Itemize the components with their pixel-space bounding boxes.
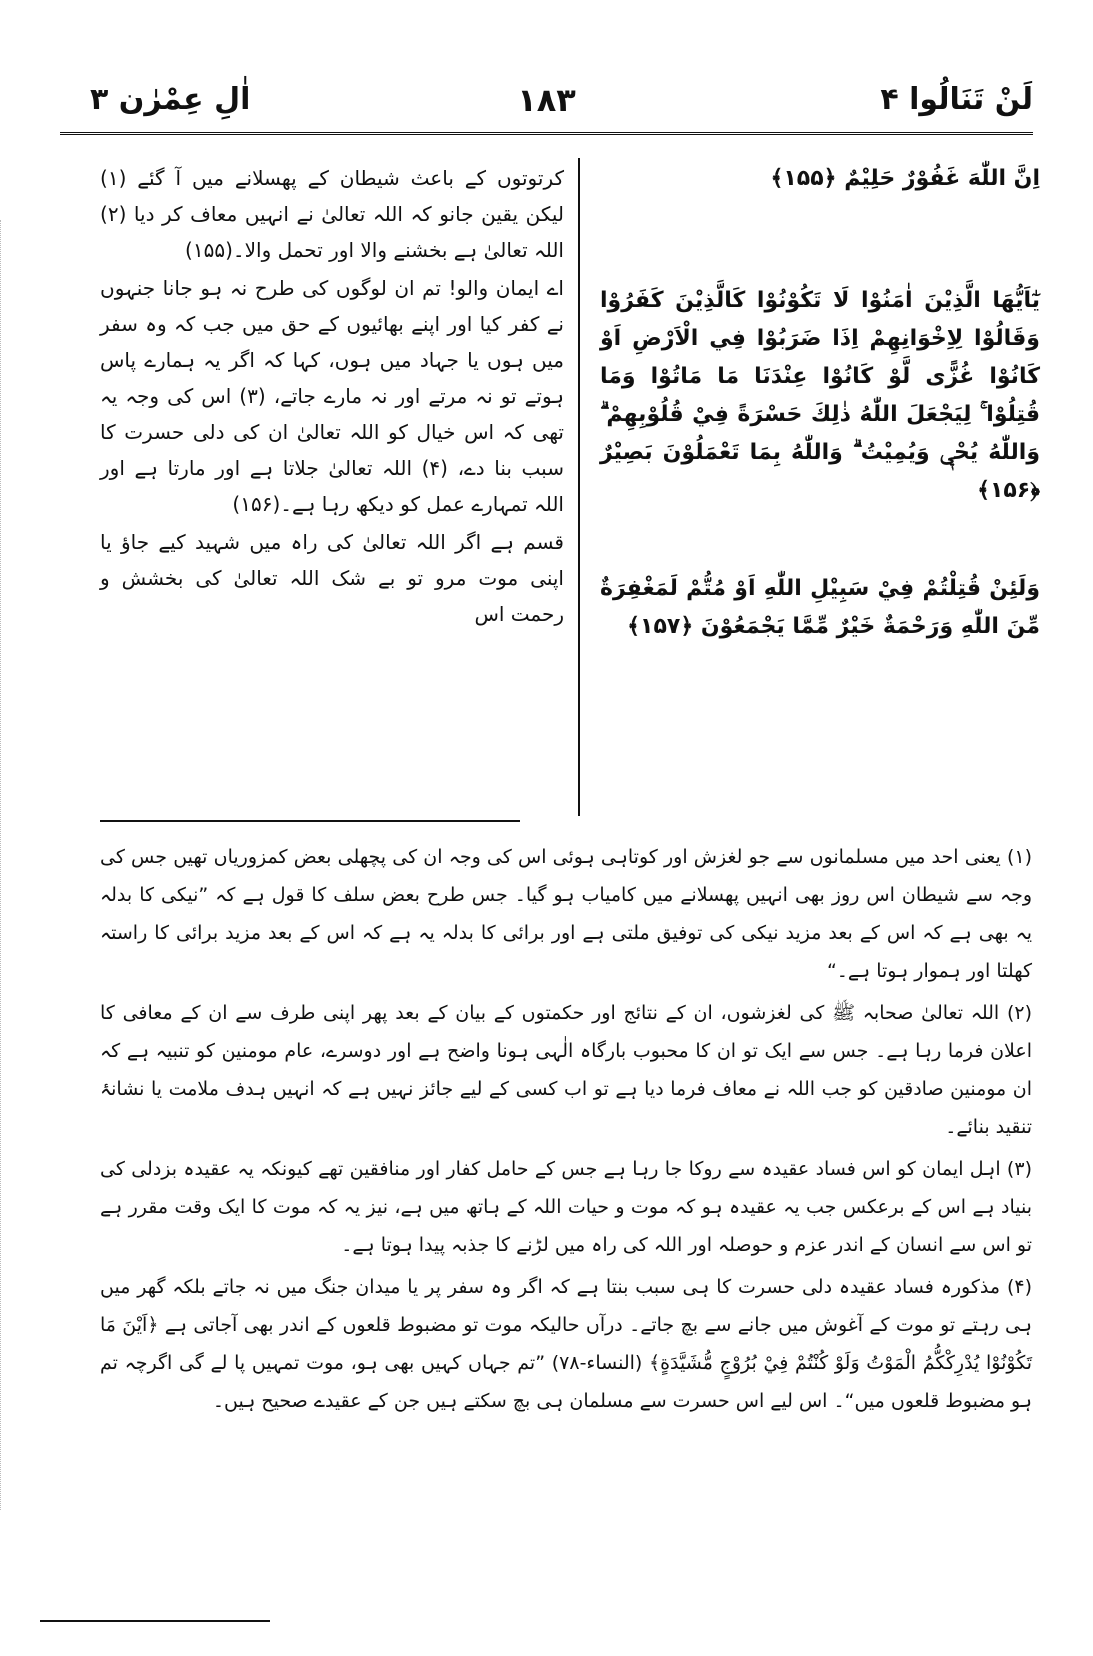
header-rule [60,132,1033,135]
arabic-verse-156: يٰٓاَيُّهَا الَّذِيْنَ اٰمَنُوْا لَا تَكُوْنُوْا كَالَّذِيْنَ كَفَرُوْا وَقَالُوْا لِاِخْوَانِهِمْ اِذَا ضَرَبُوْا فِي الْاَرْضِ اَوْ كَانُوْا غُزًّى لَّوْ كَانُوْا عِنْدَنَا مَا مَاتُوْا وَمَا قُتِلُوْا ۚ لِيَجْعَلَ اللّٰهُ ذٰلِكَ حَسْرَةً فِيْ قُلُوْبِهِمْ ۗ وَاللّٰهُ يُحْيٖ وَيُمِيْتُ ۗ وَاللّٰهُ بِمَا تَعْمَلُوْنَ بَصِيْرٌ ﴿۱۵۶﴾ [600,288,1040,503]
footnote-3: (۳) اہل ایمان کو اس فساد عقیدہ سے روکا جا رہا ہے جس کے حامل کفار اور منافقین تھے کیونکہ یہ عقیدہ بزدلی کی بنیاد ہے اس کے برعکس جب یہ عقیدہ ہو کہ موت و حیات اللہ کے ہاتھ میں ہے، نیز یہ کہ موت کا ایک وقت مقرر ہے تو اس سے انسان کے اندر عزم و حوصلہ اور اللہ کی راہ میں لڑنے کا جذبہ پیدا ہوتا ہے۔ [100,1158,1032,1256]
footnote-2: (۲) اللہ تعالیٰ صحابہ ﷺ کی لغزشوں، ان کے نتائج اور حکمتوں کے بیان کے بعد پھر اپنی طرف سے ان کے معافی کا اعلان فرما رہا ہے۔ جس سے ایک تو ان کا محبوب بارگاہ الٰہی ہونا واضح ہے اور دوسرے، عام مومنین کو تنبیہ ہے کہ ان مومنین صادقین کو جب اللہ نے معاف فرما دیا ہے تو اب کسی کے لیے جائز نہیں ہے کہ انہیں ہدف ملامت یا نشانۂ تنقید بنائے۔ [100,1002,1032,1138]
arabic-column [600,160,1040,648]
scan-edge [0,220,3,1510]
column-divider [578,158,580,816]
translation-column [100,160,564,634]
translation-157: قسم ہے اگر اللہ تعالیٰ کی راہ میں شہید کیے جاؤ یا اپنی موت مرو تو بے شک اللہ تعالیٰ کی بخشش و رحمت اس [100,530,564,626]
footnote-1: (۱) یعنی احد میں مسلمانوں سے جو لغزش اور کوتاہی ہوئی اس کی وجہ ان کی پچھلی بعض کمزوریاں تھیں جس کی وجہ سے شیطان اس روز بھی انہیں پھسلانے میں کامیاب ہو گیا۔ جس طرح بعض سلف کا قول ہے کہ ”نیکی کا بدلہ یہ بھی ہے کہ اس کے بعد مزید نیکی کی توفیق ملتی ہے اور برائی کا بدلہ یہ ہے کہ اس کے بعد مزید برائی کا راستہ کھلتا اور ہموار ہوتا ہے۔“ [100,846,1032,982]
footnote-4: (۴) مذکورہ فساد عقیدہ دلی حسرت کا ہی سبب بنتا ہے کہ اگر وہ سفر پر یا میدان جنگ میں نہ جاتے بلکہ گھر میں ہی رہتے تو موت کے آغوش میں جانے سے بچ جاتے۔ درآں حالیکہ موت تو مضبوط قلعوں کے اندر بھی آجاتی ہے ﴿اَيْنَ مَا تَكُوْنُوْا يُدْرِكْكُّمُ الْمَوْتُ وَلَوْ كُنْتُمْ فِيْ بُرُوْجٍ مُّشَيَّدَةٍ﴾ (النساء-۷۸) ”تم جہاں کہیں بھی ہو، موت تمہیں پا لے گی اگرچہ تم ہو مضبوط قلعوں میں“۔ اس لیے اس حسرت سے مسلمان ہی بچ سکتے ہیں جن کے عقیدے صحیح ہیں۔ [100,1276,1032,1412]
arabic-verse-155: اِنَّ اللّٰهَ غَفُوْرٌ حَلِيْمٌ ﴿۱۵۵﴾ [770,166,1040,191]
bottom-rule [40,1620,270,1622]
header-left-title: اٰلِ عِمْرٰن ۳ [90,82,251,117]
footnote-rule [100,820,520,822]
header-right-title: لَنْ تَنَالُوا ۴ [880,82,1033,117]
translation-156: اے ایمان والو! تم ان لوگوں کی طرح نہ ہو جانا جنہوں نے کفر کیا اور اپنے بھائیوں کے حق میں جب کہ وہ سفر میں ہوں یا جہاد میں ہوں، کہا کہ اگر یہ ہمارے پاس ہوتے تو نہ مرتے اور نہ مارے جاتے، (۳) اس کی وجہ یہ تھی کہ اس خیال کو اللہ تعالیٰ ان کی دلی حسرت کا سبب بنا دے، (۴) اللہ تعالیٰ جلاتا ہے اور مارتا ہے اور اللہ تمہارے عمل کو دیکھ رہا ہے۔(۱۵۶) [100,276,564,516]
footnotes [100,838,1032,1424]
page-number: ۱۸۳ [517,81,576,119]
translation-155: کرتوتوں کے باعث شیطان کے پھسلانے میں آ گئے (۱) لیکن یقین جانو کہ اللہ تعالیٰ نے انہیں معاف کر دیا (۲) اللہ تعالیٰ ہے بخشنے والا اور تحمل والا۔(۱۵۵) [100,166,564,262]
arabic-verse-157: وَلَئِنْ قُتِلْتُمْ فِيْ سَبِيْلِ اللّٰهِ اَوْ مُتُّمْ لَمَغْفِرَةٌ مِّنَ اللّٰهِ وَرَحْمَةٌ خَيْرٌ مِّمَّا يَجْمَعُوْنَ ﴿۱۵۷﴾ [600,576,1040,639]
page-header [60,70,1033,130]
